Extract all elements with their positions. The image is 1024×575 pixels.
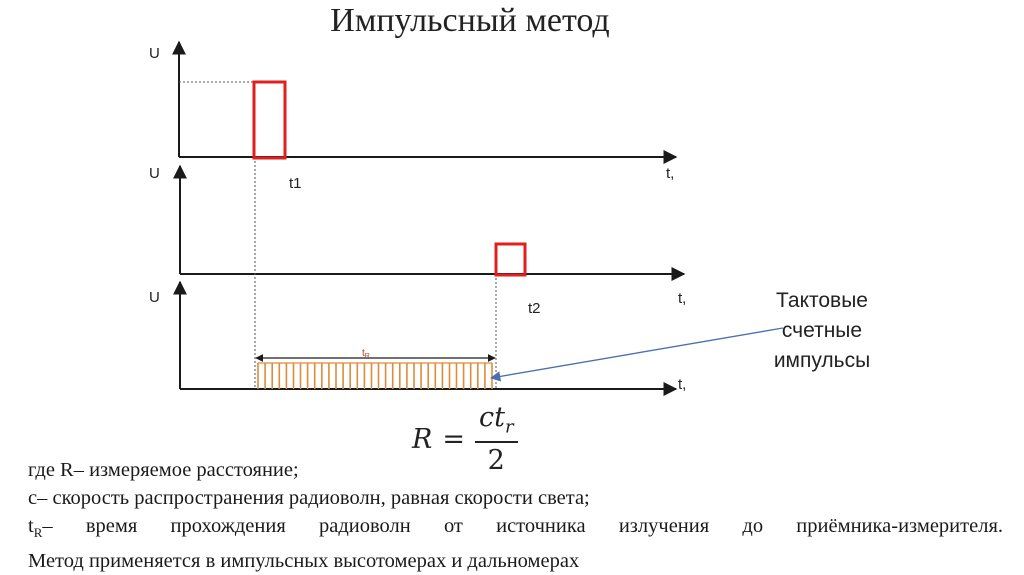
tR-label: $t_R$ bbox=[362, 348, 370, 360]
description-line-1: где R– измеряемое расстояние; bbox=[28, 459, 299, 481]
page-title: Импульсный метод bbox=[330, 2, 610, 39]
top-axes bbox=[149, 42, 676, 157]
guide-lines bbox=[179, 82, 496, 389]
bottom-x-label: t, bbox=[678, 376, 687, 393]
clock-pulses-label bbox=[748, 286, 896, 376]
description-line-2: с– скорость распространения радиоволн, равная скорости света; bbox=[28, 487, 590, 509]
side-label-line-1: Тактовые bbox=[776, 289, 868, 312]
formula-lhs: R bbox=[412, 423, 433, 455]
formula-denominator: 2 bbox=[487, 445, 505, 477]
bottom-y-label: U bbox=[149, 289, 160, 306]
side-label-line-3: импульсы bbox=[773, 349, 871, 372]
top-y-label: U bbox=[149, 45, 160, 62]
middle-x-label: t, bbox=[678, 290, 687, 307]
description-line-4: Метод применяется в импульсных высотомерах и дальномерах bbox=[28, 550, 580, 573]
middle-y-label: U bbox=[149, 165, 160, 182]
top-x-label: t, bbox=[666, 165, 675, 182]
bottom-axes bbox=[149, 282, 686, 393]
description bbox=[28, 456, 1003, 575]
t2-label: t2 bbox=[528, 300, 541, 317]
formula-equals: = bbox=[442, 423, 465, 455]
formula-numerator: $ct_r$ bbox=[475, 402, 518, 443]
side-label-line-2: счетные bbox=[781, 319, 863, 342]
emitted-pulse bbox=[254, 82, 285, 158]
clock-pulse-train bbox=[258, 363, 492, 389]
received-pulse bbox=[496, 244, 525, 275]
description-line-3: $t_R-$ время прохождения радиоволн от источника излучения до приёмника-измерителя. bbox=[28, 515, 1003, 541]
middle-axes bbox=[149, 165, 684, 274]
pointer-arrow bbox=[491, 328, 783, 378]
t1-label: t1 bbox=[289, 175, 302, 192]
